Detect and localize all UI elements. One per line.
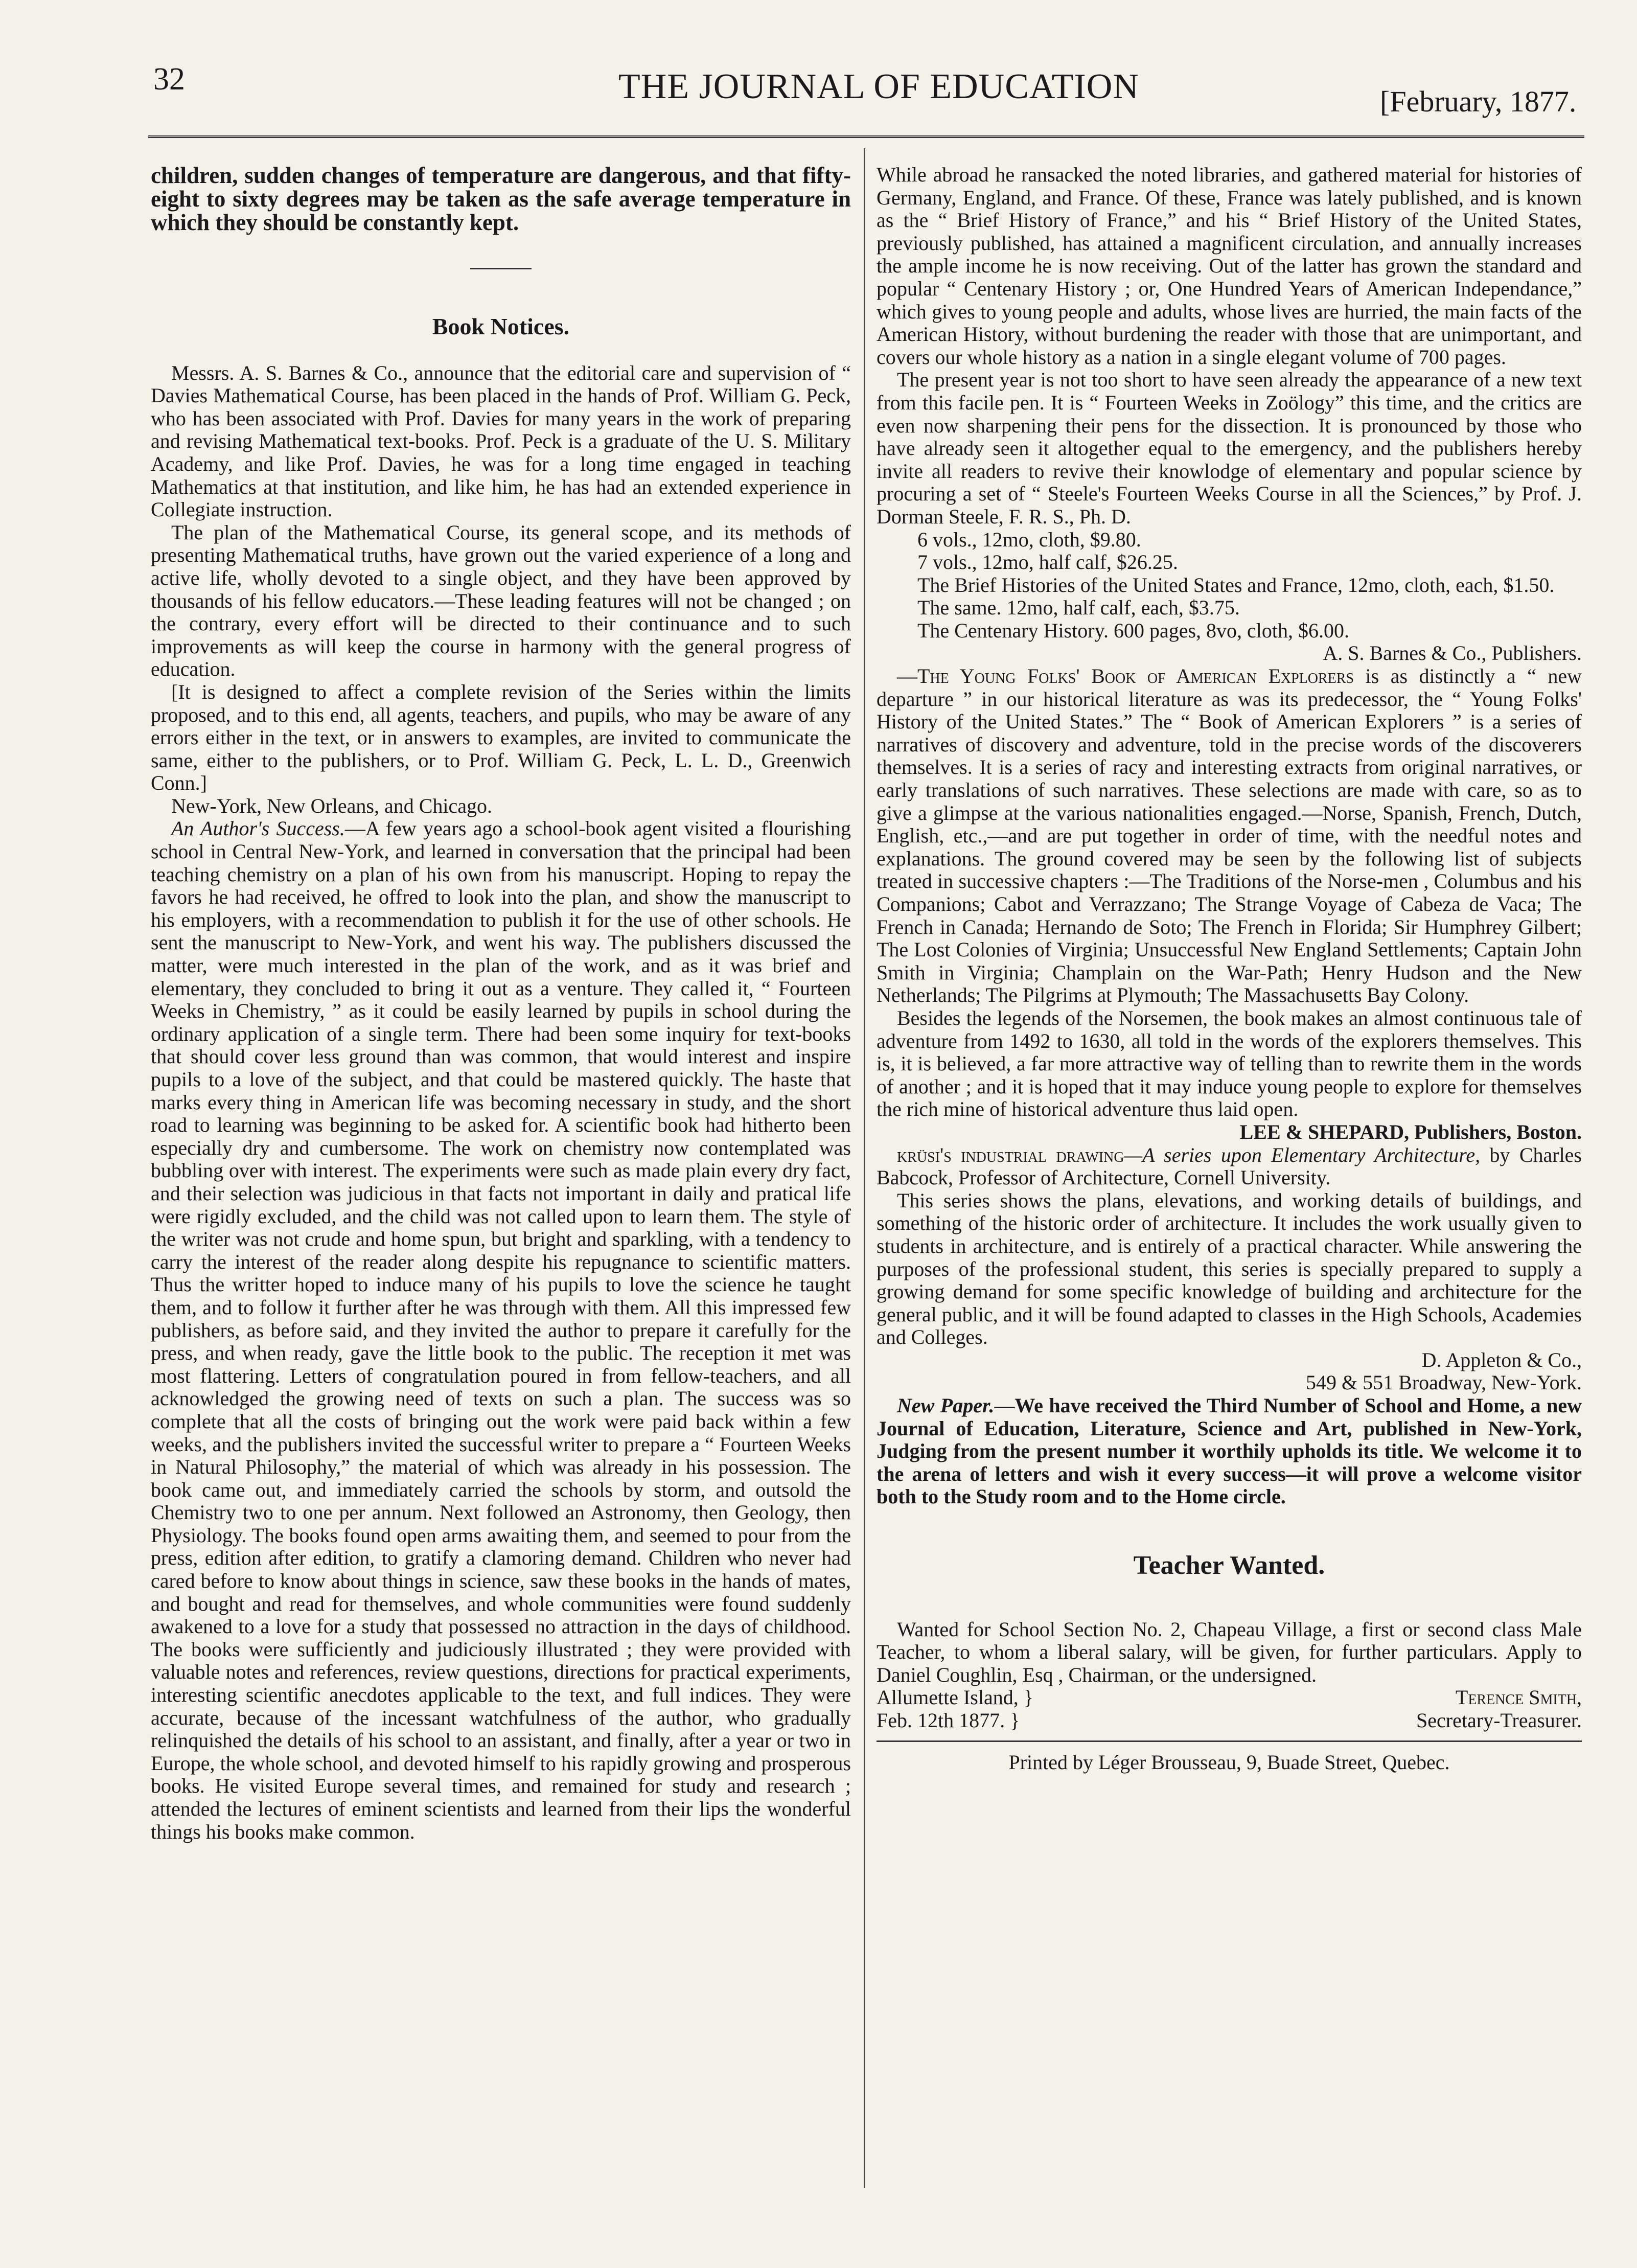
zoology-paragraph: The present year is not too short to have seen already the appearance of a new text from this facile pen. It is “ Fourteen Weeks in Zoölogy” this time, and the critics are even now sharpening their pens for the dissection. It is pronounced by those who have already seen it altogether equal to the emergency, and the publishers hereby invite all readers to revive their knowlodge of elementary and popular science by procuring a set of “ Steele's Fourteen Weeks Course in all the Sciences,” by Prof. J. Dorman Steele, F. R. S., Ph. D. — [877, 368, 1582, 528]
signer-title: Secretary-Treasurer. — [1416, 1709, 1582, 1732]
abroad-paragraph: While abroad he ransacked the noted libraries, and gathered material for histories of Germany, England, and France. Of these, France was lately published, and is known as the “ Brief History of France,” and his “ Brief History of the United States, previously published, has attained a magnificent circulation, and annually increases the ample income he is now receiving. Out of the latter has grown the standard and popular “ Centenary History ; or, One Hundred Years of American Independance,” which gives to young people and adults, whose lives are hurried, the main facts of the American History, without burdening the reader with those that are unimportant, and covers our whole history as a nation in a single elegant volume of 700 pages. — [877, 163, 1582, 369]
book-notices-heading: Book Notices. — [432, 313, 570, 339]
teacher-wanted-heading: Teacher Wanted. — [1133, 1551, 1325, 1580]
page-number: 32 — [153, 62, 185, 97]
publisher-appleton: D. Appleton & Co., — [1421, 1348, 1582, 1371]
notice-revision-paragraph: [It is designed to affect a complete revision of the Series within the limits proposed, and to this end, all agents, teachers, and pupils, who may be aware of any errors either in the text, or in answers to examples, are invited to communicate the same, either to the publishers, or to Prof. William G. Peck, L. L. D., Greenwich Conn.] — [151, 680, 851, 795]
explorers-paragraph — [877, 665, 1582, 1007]
publisher-lee-shepard: LEE & SHEPARD, Publishers, Boston. — [1239, 1120, 1582, 1143]
footer-rule — [877, 1740, 1582, 1742]
signature-place-date — [877, 1686, 1159, 1732]
intro-paragraph: children, sudden changes of temperature are dangerous, and that fifty-eight to sixty degrees may be taken as the safe average temperature in which they should be constantly kept. — [151, 163, 851, 235]
architecture-paragraph: This series shows the plans, elevations, and working details of buildings, and something of the historic order of architecture. It includes the work usually given to students in architecture, and is entirely of a practical character. While answering the purposes of the professional student, this series is specially prepared to supply a growing demand for some specific knowledge of building and architecture for the general public, and it will be found adapted to classes in the High Schools, Academies and Colleges. — [877, 1188, 1582, 1349]
column-divider — [864, 148, 865, 2188]
signature-place: Allumette Island, } — [877, 1686, 1033, 1709]
price-line: 7 vols., 12mo, half calf, $26.25. — [917, 551, 1178, 574]
explorers-lead: —The Young Folks' Book of American Explorers — [897, 665, 1354, 688]
left-column — [151, 164, 851, 1843]
authors-success-paragraph — [151, 817, 851, 1843]
authors-success-lead: An Author's Success. — [171, 817, 345, 840]
teacher-wanted-paragraph: Wanted for School Section No. 2, Chapeau Village, a first or second class Male Teacher, to whom a liberal salary, will be given, for further particulars. Apply to Daniel Coughlin, Esq , Chairman, or the undersigned. — [877, 1617, 1582, 1686]
krusi-lead: krüsi's industrial drawing — [897, 1143, 1124, 1166]
header-rule — [148, 135, 1584, 138]
issue-date: [February, 1877. — [1380, 85, 1577, 118]
price-line: 6 vols., 12mo, cloth, $9.80. — [917, 528, 1141, 551]
norsemen-paragraph: Besides the legends of the Norsemen, the book makes an almost continuous tale of adventure from 1492 to 1630, all told in the words of the explorers themselves. This is, it is believed, a far more attractive way of telling than to rewrite them in the words of another ; and it is hoped that it may induce young people to explore for themselves the rich mine of historical adventure thus laid open. — [877, 1006, 1582, 1121]
price-line: The same. 12mo, half calf, each, $3.75. — [917, 596, 1240, 620]
authors-success-text: —A few years ago a school-book agent visited a flourishing school in Central New-York, and learned in conversation that the principal had been teaching chemistry on a plan of his own from his manuscript. Hoping to repay the favors he had received, he offred to look into the plan, and show the manuscript to his employers, with a recommendation to publish it for the use of other schools. He sent the manuscript to New-York, and went his way. The publishers discussed the matter, were much interested in the plan of the work, and as it was brief and elementary, they concluded to bring it out as a venture. They called it, “ Fourteen Weeks in Chemistry, ” as it could be easily learned by pupils in school during the ordinary application of a single term. There had been some inquiry for text-books that should cover less ground than was common, that would interest and inspire pupils to a love of the subject, and that could be mastered quickly. The haste that marks every thing in American life was becoming necessary in study, and the short road to learning was beginning to be asked for. A scientific book had hitherto been especially dry and cumbersome. The work on chemistry now contemplated was bubbling over with interest. The experiments were such as made plain every dry fact, and their selection was judicious in that facts not important in daily and pratical life were rigidly excluded, and the child was not called upon to learn them. The style of the writer was not crude and home spun, but bright and sparkling, with a tendency to carry the interest of the reader along despite his repugnance to scientific matters. Thus the writter hoped to induce many of his pupils to love the science he taught them, and to follow it further after he was through with them. All this impressed few publishers, as before said, and they invited the author to prepare it carefully for the press, and when ready, gave the little book to the public. The reception it met was most flattering. Letters of congratulation poured in from fellow-teachers, and all acknowledged the growing need of texts on such a plan. The success was so complete that all the costs of bringing out the work were paid back within a few weeks, and the publishers invited the successful writer to prepare a “ Fourteen Weeks in Natural Philosophy,” the material of which was already in his possession. The book came out, and immediately carried the schools by storm, and outsold the Chemistry two to one per annum. Next followed an Astronomy, then Geology, then Physiology. The books found open arms awaiting them, and seemed to pour from the press, edition after edition, to gratify a clamoring demand. Children who never had cared before to know about things in science, saw these books in the hands of mates, and bought and read for themselves, and whole communities were found suddenly awakened to a love for a study that possessed no attraction in the days of childhood. The books were sufficiently and judiciously illustrated ; they were provided with valuable notes and references, review questions, directions for practical experiments, interesting scientific anecdotes applicable to the text, and full indices. They were accurate, because of the incessant watchfulness of the author, who gradually relinquished the details of his school to an assistant, and finally, after a year or two in Europe, the whole school, and devoted himself to his rapidly growing and prosperous books. He visited Europe several times, and remained for study and research ; attended the lectures of eminent scientists and learned from their lips the wonderful things his books make common. — [151, 817, 851, 1843]
notice-cities: New-York, New Orleans, and Chicago. — [171, 794, 493, 817]
explorers-text: is as distinctly a “ new departure ” in our historical literature as was its predecessor, the “ Young Folks' History of the United States.” The “ Book of American Explorers ” is a series of narratives of discovery and adventure, told in the precise words of the discoverers themselves. It is a series of racy and interesting extracts from original narratives, or early translations of such narratives. These selections are made with care, so as to give a glimpse at the various nationalities engaged.—Norse, Spanish, French, Dutch, English, etc.,—and are put together in order of time, with the needful notes and explanations. The ground covered may be seen by the following list of subjects treated in successive chapters :—The Traditions of the Norse-men , Columbus and his Companions; Cabot and Verrazzano; The Strange Voyage of Cabeza de Vaca; The French in Canada; Hernando de Soto; The French in Florida; Sir Humphrey Gilbert; The Lost Colonies of Virginia; Unsuccessful New England Settlements; Captain John Smith in Virginia; Champlain on the War-Path; Henry Hudson and the New Netherlands; The Pilgrims at Plymouth; The Massachusetts Bay Colony. — [877, 665, 1582, 1007]
printer-line: Printed by Léger Brousseau, 9, Buade Street, Quebec. — [1008, 1750, 1450, 1774]
krusi-paragraph — [877, 1144, 1582, 1189]
journal-title: THE JOURNAL OF EDUCATION — [618, 67, 1139, 106]
new-paper-paragraph — [877, 1394, 1582, 1508]
price-line: The Centenary History. 600 pages, 8vo, cloth, $6.00. — [917, 618, 1350, 642]
section-divider — [470, 268, 532, 269]
notice-barnes-paragraph: Messrs. A. S. Barnes & Co., announce that the editorial care and supervision of “ Davies Mathematical Course, has been placed in the hands of Prof. William G. Peck, who has been associated with Prof. Davies for many years in the work of preparing and revising Mathematical text-books. Prof. Peck is a graduate of the U. S. Military Academy, and like Prof. Davies, he was for a long time engaged in teaching Mathematics at that institution, and like him, he has had an extended experience in Collegiate instruction. — [151, 361, 851, 521]
new-paper-text: —We have received the Third Number of School and Home, a new Journal of Education, Literature, Science and Art, published in New-York, Judging from the present number it worthily upholds its title. We welcome it to the arena of letters and wish it every success—it will prove a welcome visitor both to the Study room and to the Home circle. — [877, 1394, 1582, 1508]
publisher-appleton-address: 549 & 551 Broadway, New-York. — [1306, 1371, 1582, 1394]
signature-date: Feb. 12th 1877. } — [877, 1709, 1020, 1732]
krusi-title: —A series upon Elementary Architecture, — [1124, 1143, 1481, 1166]
signature-signer — [1229, 1686, 1582, 1732]
notice-plan-paragraph: The plan of the Mathematical Course, its general scope, and its methods of presenting Mathematical truths, have grown out the varied experience of a long and active life, wholly devoted to a single object, and they have been approved by thousands of his fellow educators.—These leading features will not be changed ; on the contrary, every effort will be directed to their continuance and to such improvements as will keep the course in harmony with the general progress of education. — [151, 520, 851, 681]
signature-block — [877, 1686, 1582, 1732]
right-column — [877, 164, 1582, 1774]
krusi-author: by Charles Babcock, Professor of Architecture, Cornell University. — [877, 1143, 1582, 1189]
price-line: The Brief Histories of the United States and France, 12mo, cloth, each, $1.50. — [917, 573, 1555, 597]
publisher-barnes: A. S. Barnes & Co., Publishers. — [1323, 642, 1582, 665]
signer-name: Terence Smith, — [1455, 1686, 1582, 1709]
new-paper-lead: New Paper. — [897, 1394, 995, 1417]
